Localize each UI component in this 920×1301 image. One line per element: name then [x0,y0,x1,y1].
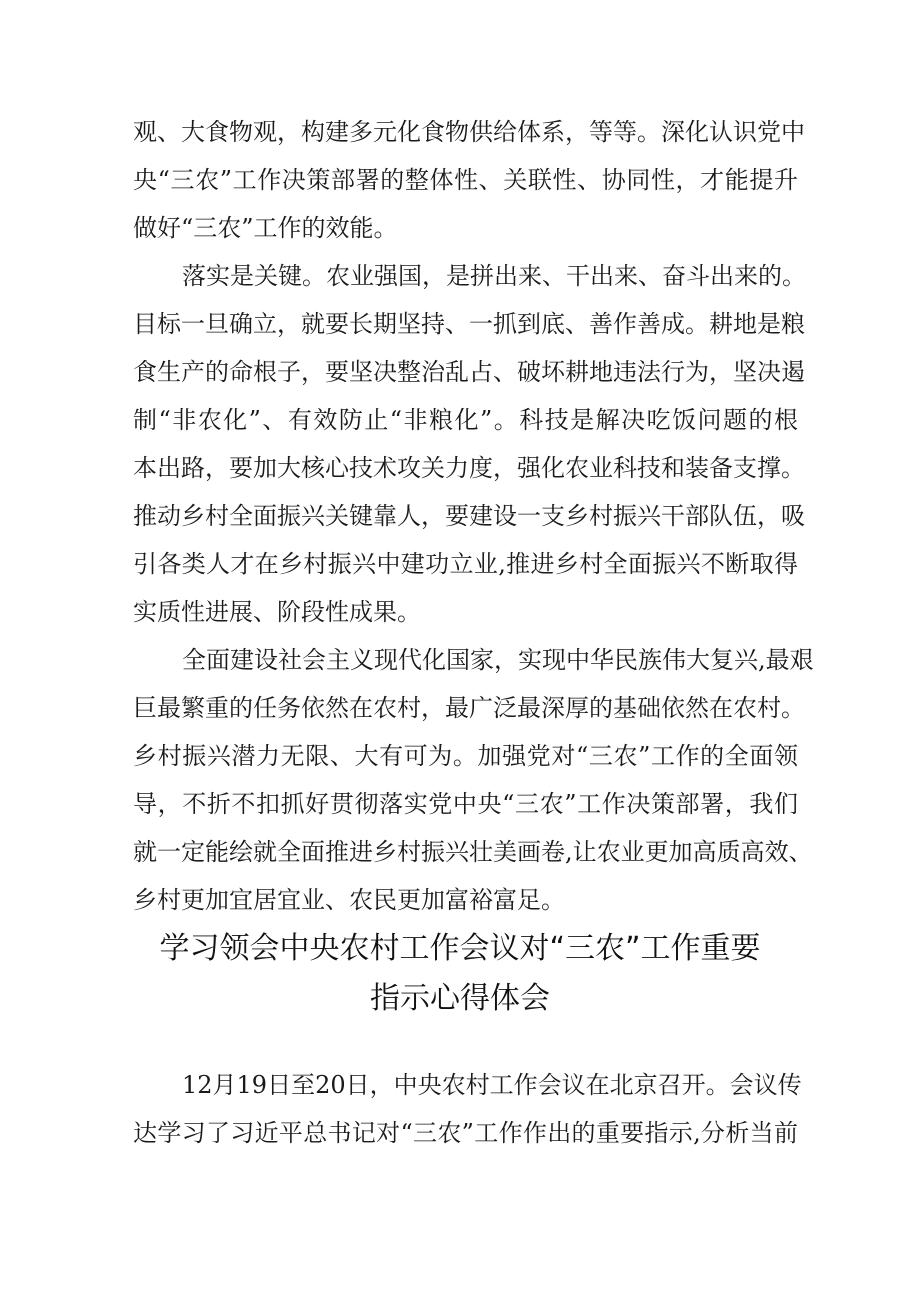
paragraph-2-line-1: 落实是关键。农业强国，是拼出来、干出来、奋斗出来的。 [182,262,806,290]
paragraph-2-line-7: 引各类人才在乡村振兴中建功立业,推进乡村全面振兴不断取得 [133,550,798,578]
paragraph-3-line-6: 乡村更加宜居宜业、农民更加富裕富足。 [133,886,565,914]
paragraph-2-line-5: 本出路，要加大核心技术攻关力度，强化农业科技和装备支撑。 [133,454,805,482]
paragraph-2-line-2: 目标一旦确立，就要长期坚持、一抓到底、善作善成。耕地是粮 [133,310,805,338]
paragraph-3-line-1: 全面建设社会主义现代化国家，实现中华民族伟大复兴,最艰 [182,646,814,674]
paragraph-2-line-8: 实质性进展、阶段性成果。 [133,598,421,626]
paragraph-3-line-2: 巨最繁重的任务依然在农村，最广泛最深厚的基础依然在农村。 [133,694,805,722]
paragraph-1-line-2: 央“三农”工作决策部署的整体性、关联性、协同性，才能提升 [133,166,798,194]
paragraph-3-line-5: 就一定能绘就全面推进乡村振兴壮美画卷,让农业更加高质高效、 [133,838,813,866]
paragraph-1-line-1: 观、大食物观，构建多元化食物供给体系，等等。深化认识党中 [133,118,805,146]
paragraph-2-line-6: 推动乡村全面振兴关键靠人，要建设一支乡村振兴干部队伍，吸 [133,502,805,530]
paragraph-2-line-4: 制“非农化”、有效防止“非粮化”。科技是解决吃饭问题的根 [133,406,798,434]
article-title-line-2: 指示心得体会 [370,981,550,1016]
paragraph-3-line-3: 乡村振兴潜力无限、大有可为。加强党对“三农”工作的全面领 [133,742,798,770]
article-body-line-1: 12月19日至20日，中央农村工作会议在北京召开。会议传 [182,1071,802,1099]
article-body-line-2: 达学习了习近平总书记对“三农”工作作出的重要指示,分析当前 [133,1119,798,1147]
paragraph-2-line-3: 食生产的命根子，要坚决整治乱占、破坏耕地违法行为，坚决遏 [133,358,805,386]
paragraph-3-line-4: 导，不折不扣抓好贯彻落实党中央“三农”工作决策部署，我们 [133,790,798,818]
paragraph-1-line-3: 做好“三农”工作的效能。 [133,214,398,242]
article-title-line-1: 学习领会中央农村工作会议对“三农”工作重要 [159,931,761,966]
